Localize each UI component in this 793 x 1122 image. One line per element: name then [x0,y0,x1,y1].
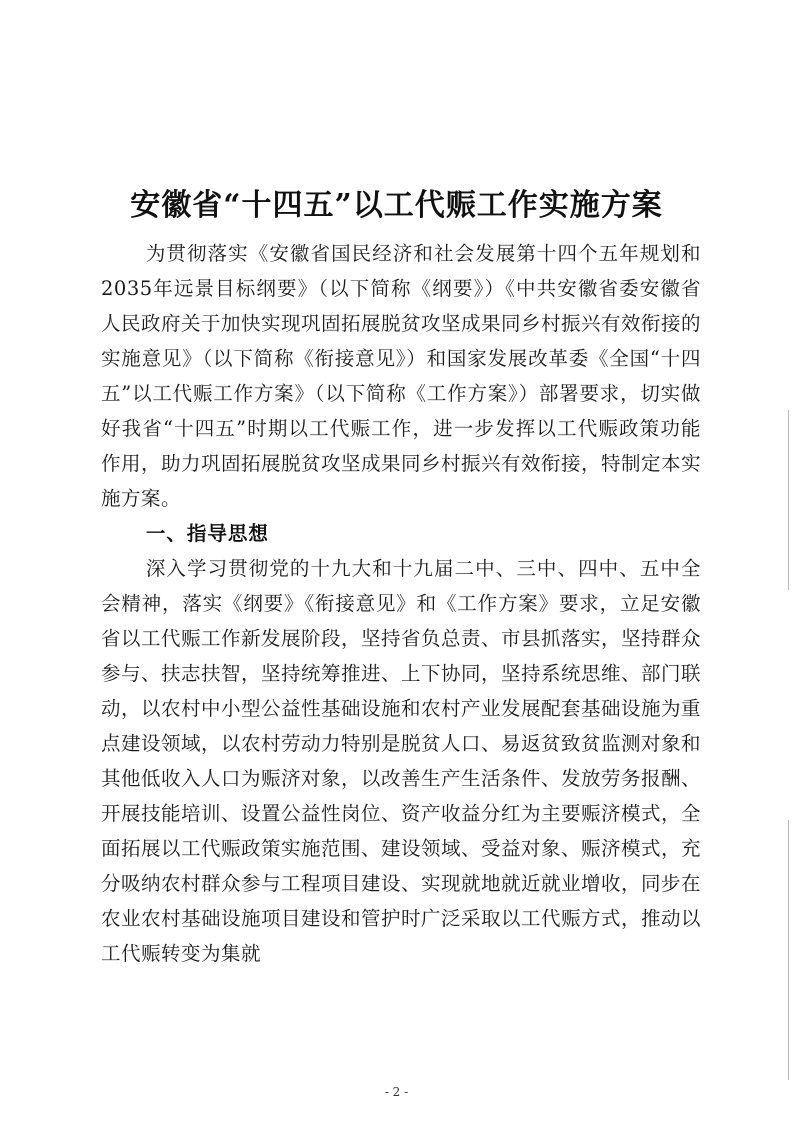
guiding-thought-paragraph: 深入学习贯彻党的十九大和十九届二中、三中、四中、五中全会精神，落实《纲要》《衔接意见》和《工作方案》要求，立足安徽省以工代赈工作新发展阶段，坚持省负总责、市县抓落实，坚持群众参与、扶志扶智，坚持统筹推进、上下协同，坚持系统思维、部门联动，以农村中小型公益性基础设施和农村产业发展配套基础设施为重点建设领域，以农村劳动力特别是脱贫人口、易返贫致贫监测对象和其他低收入人口为赈济对象，以改善生产生活条件、发放劳务报酬、开展技能培训、设置公益性岗位、资产收益分红为主要赈济模式，全面拓展以工代赈政策实施范围、建设领域、受益对象、赈济模式，充分吸纳农村群众参与工程项目建设、实现就地就近就业增收，同步在农业农村基础设施项目建设和管护时广泛采取以工代赈方式，推动以工代赈转变为集就 [101,557,702,965]
scan-edge-mark [788,820,789,1080]
scan-edge-mark [788,410,789,590]
section-heading-guiding-thought: 一、指导思想 [145,522,269,545]
intro-paragraph: 为贯彻落实《安徽省国民经济和社会发展第十四个五年规划和2035年远景目标纲要》（以下简称《纲要》）《中共安徽省委安徽省人民政府关于加快实现巩固拓展脱贫攻坚成果同乡村振兴有效衔接的实施意见》（以下简称《衔接意见》）和国家发展改革委《全国“十四五”以工代赈工作方案》（以下简称《工作方案》）部署要求，切实做好我省“十四五”时期以工代赈工作，进一步发挥以工代赈政策功能作用，助力巩固拓展脱贫攻坚成果同乡村振兴有效衔接，特制定本实施方案。 [101,242,702,510]
page-number: - 2 - [384,1085,409,1099]
document-title: 安徽省“十四五”以工代赈工作实施方案 [130,188,663,224]
document-body [101,236,701,971]
